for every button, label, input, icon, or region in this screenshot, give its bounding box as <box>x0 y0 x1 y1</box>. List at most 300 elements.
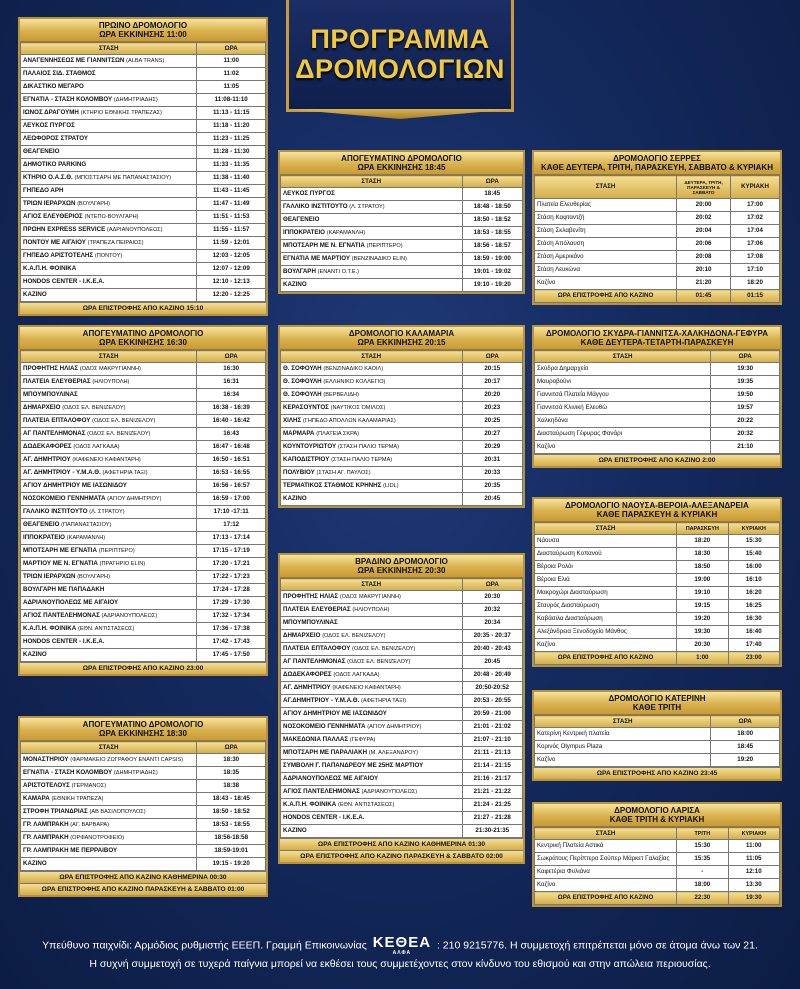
table-row <box>281 188 523 201</box>
stop-name <box>21 172 197 185</box>
stop-name <box>21 454 197 467</box>
stop-time: 17:12 <box>197 519 266 532</box>
stop-detail: (ΚΑΡΑΜΑΝΛΗ) <box>326 230 366 236</box>
table-row <box>281 630 523 643</box>
return-time: ΩΡΑ ΕΠΙΣΤΡΟΦΗΣ ΑΠΟ ΚΑΖΙΝΟ 2:00 <box>534 454 780 466</box>
stop-name <box>281 441 463 454</box>
table-row <box>535 866 780 879</box>
table-row <box>535 415 780 428</box>
stop-name <box>21 467 197 480</box>
col-header-stop: ΣΤΑΣΗ <box>281 579 463 591</box>
schedule-serres <box>532 150 782 305</box>
stop-time: 15:30 <box>677 840 728 853</box>
schedule-katerini <box>532 690 782 781</box>
stop-detail: (ΒΕΝΖΙΝΑΔΙΚΟ ΚΑΟΙΛ) <box>323 366 384 372</box>
stop-time: 21:01 - 21:02 <box>462 721 523 734</box>
stop-name <box>281 266 463 279</box>
stop-detail: (ΠΕΡΙΠΤΕΡΟ) <box>366 243 403 249</box>
stop-detail: (LIDL) <box>383 483 399 489</box>
stop-name <box>21 780 197 793</box>
return-time-weekdays: ΩΡΑ ΕΠΙΣΤΡΟΦΗΣ ΑΠΟ ΚΑΖΙΝΟ ΚΑΘΗΜΕΡΙΝΑ 01:30 <box>280 838 523 850</box>
title-line-1: ΠΡΟΓΡΑΜΜΑ <box>310 24 490 54</box>
stop-name-text: ΓΡ. ΛΑΜΠΡΑΚΗ <box>23 834 69 841</box>
table-row <box>281 786 523 799</box>
stop-time: 20:30 <box>677 639 728 652</box>
stop-name <box>281 428 463 441</box>
stop-time-alt: 11:00 <box>728 840 779 853</box>
table-row <box>281 480 523 493</box>
table-row <box>21 649 266 662</box>
stop-name-text: ΑΓΙΟΥ ΔΗΜΗΤΡΙΟΥ ΜΕ ΙΑΣΩΝΙΔΟΥ <box>283 710 387 717</box>
stop-detail: (ΟΔΟΣ ΕΛ. ΒΕΝΙΖΕΛΟΥ) <box>347 659 411 665</box>
stop-time: 20:50-20:52 <box>462 682 523 695</box>
schedule-table <box>280 578 523 838</box>
table-row <box>535 363 780 376</box>
table-row <box>535 879 780 892</box>
stop-time: 18:59 - 19:00 <box>462 253 523 266</box>
stop-time: 17:22 - 17:23 <box>197 571 266 584</box>
return-time-friday: 1:00 <box>677 652 728 665</box>
stop-detail: (ΕΛΛΗΝΙΚΟ ΚΟΛΛΕΓΙΟ) <box>323 379 386 385</box>
stop-name-text: ΚΤΗΡΙΟ Ο.Α.Σ.Θ. <box>23 174 73 181</box>
stop-name-text: ΑΓ ΠΑΝΤΕΛΗΜΟΝΑΣ <box>23 430 86 437</box>
stop-name <box>281 227 463 240</box>
stop-name: Νάουσα <box>535 535 677 548</box>
stop-time: 20:30 <box>462 591 523 604</box>
stop-name-text: ΙΩΝΟΣ ΔΡΑΓΟΥΜΗ <box>23 109 79 116</box>
stop-time: 18:30 <box>197 754 266 767</box>
panel-header <box>20 718 266 741</box>
table-row <box>21 107 266 120</box>
stop-name <box>21 81 197 94</box>
stop-name-text: ΑΓΙΟΥ ΔΗΜΗΤΡΙΟΥ ΜΕ ΙΑΣΩΝΙΔΟΥ <box>23 482 127 489</box>
table-row <box>21 172 266 185</box>
legal-line-1 <box>0 935 800 956</box>
stop-name <box>21 146 197 159</box>
table-row <box>21 571 266 584</box>
col-header-sunday: ΚΥΡΙΑΚΗ <box>728 828 779 840</box>
stop-name-text: ΚΑΜΑΡΑ <box>23 795 50 802</box>
stop-time: 16:59 - 17:00 <box>197 493 266 506</box>
table-row <box>281 240 523 253</box>
panel-subtitle: ΩΡΑ ΕΚΚΙΝΗΣΗΣ 20:15 <box>357 338 446 347</box>
schedule-afternoon-1830 <box>18 716 268 897</box>
stop-time: 20:34 <box>462 617 523 630</box>
table-row <box>281 721 523 734</box>
stop-name <box>21 94 197 107</box>
panel-title: ΑΠΟΓΕΥΜΑΤΙΝΟ ΔΡΟΜΟΛΟΓΙΟ <box>82 329 204 338</box>
stop-time: 19:01 - 19:02 <box>462 266 523 279</box>
stop-time: 17:36 - 17:38 <box>197 623 266 636</box>
stop-name <box>21 493 197 506</box>
stop-detail: (ΓΕΡΜΑΝΟΣ) <box>71 783 107 789</box>
stop-detail: (ΒΟΥΛΓΑΡΗ) <box>77 574 110 580</box>
stop-time: 11:47 - 11:49 <box>197 198 266 211</box>
stop-name <box>21 545 197 558</box>
table-row <box>21 146 266 159</box>
table-row <box>281 376 523 389</box>
stop-time: 20:31 <box>462 454 523 467</box>
stop-time: 21:27 - 21:28 <box>462 812 523 825</box>
stop-name-text: ΜΑΡΤΙΟΥ ΜΕ Ν. ΕΓΝΑΤΙΑ <box>23 560 98 567</box>
stop-detail: (ΑΓΙΟΥ ΔΗΜΗΤΡΙΟΥ) <box>107 496 162 502</box>
table-row <box>21 519 266 532</box>
stop-name-text: ΑΔΡΙΑΝΟΥΠΟΛΕΩΣ ΜΕ ΑΙΓΑΙΟΥ <box>23 599 119 606</box>
legal-line-2: Η συχνή συμμετοχή σε τυχερά παίγνια μπορεί να εκθέσει τους συμμετέχοντες στον κίνδυνο του εθισμού και στην απώλεια περιουσίας. <box>89 958 711 970</box>
stop-time-alt: 17:10 <box>730 264 779 277</box>
stop-detail: (ΓΕΦΥΡΑ) <box>349 737 376 743</box>
table-row <box>535 264 780 277</box>
stop-name-text: ΔΗΜΑΡΧΕΙΟ <box>23 404 61 411</box>
stop-name-text: ΣΥΜΒΟΛΗ Γ. ΠΑΠΑΝΔΡΕΟΥ ΜΕ 25ΗΣ ΜΑΡΤΙΟΥ <box>283 762 424 769</box>
table-row <box>535 626 780 639</box>
table-row <box>281 201 523 214</box>
stop-time: 18:45 <box>711 741 780 754</box>
panel-subtitle: ΩΡΑ ΕΚΚΙΝΗΣΗΣ 16:30 <box>99 338 187 347</box>
panel-subtitle: ΚΑΘΕ ΤΡΙΤΗ <box>632 703 682 712</box>
stop-name <box>21 107 197 120</box>
table-row <box>535 548 780 561</box>
table-row <box>281 669 523 682</box>
stop-name-text: ΠΟΝΤΟΥ ΜΕ ΑΙΓΑΙΟΥ <box>23 239 86 246</box>
stop-name-text: ΕΓΝΑΤΙΑ ΜΕ ΜΑΡΤΙΟΥ <box>283 255 350 262</box>
table-row <box>281 467 523 480</box>
table-row <box>535 741 780 754</box>
stop-time: 11:51 - 11:53 <box>197 211 266 224</box>
stop-detail: (ΗΛΙΟΥΠΟΛΗ) <box>92 379 130 385</box>
panel-subtitle: ΩΡΑ ΕΚΚΙΝΗΣΗΣ 20:30 <box>357 566 446 575</box>
stop-time: 17:45 - 17:50 <box>197 649 266 662</box>
stop-name-text: Κ.Α.Π.Η. ΦΟΙΝΙΚΑ <box>283 801 337 808</box>
stop-time: 11:55 - 11:57 <box>197 224 266 237</box>
stop-name <box>21 519 197 532</box>
stop-detail: (ΒΟΥΛΓΑΡΗ) <box>77 201 110 207</box>
stop-time-alt: 16:20 <box>728 587 779 600</box>
stop-time: 21:24 - 21:25 <box>462 799 523 812</box>
stop-name-text: ΜΠΟΤΣΑΡΗ ΜΕ ΕΓΝΑΤΙΑ <box>23 547 97 554</box>
stop-time: 20:45 <box>462 493 523 506</box>
table-row <box>21 597 266 610</box>
table-row <box>21 376 266 389</box>
schedule-afternoon-1630 <box>18 325 268 676</box>
kethea-logo-text: ΚΕΘΕΑ <box>372 934 432 951</box>
stop-time: 18:59-19:01 <box>197 845 266 858</box>
stop-time: 20:45 <box>462 656 523 669</box>
stop-name: Σκύδρα Δημαρχείο <box>535 363 711 376</box>
stop-time: 20:32 <box>711 428 780 441</box>
stop-name <box>21 480 197 493</box>
stop-name-text: ΠΡΟΦΗΤΗΣ ΗΛΙΑΣ <box>23 365 79 372</box>
return-label: ΩΡΑ ΕΠΙΣΤΡΟΦΗΣ ΑΠΟ ΚΑΖΙΝΟ <box>535 892 677 905</box>
table-row <box>281 708 523 721</box>
stop-time: 20:35 <box>462 480 523 493</box>
table-row <box>281 656 523 669</box>
panel-title: ΔΡΟΜΟΛΟΓΙΟ ΛΑΡΙΣΑ <box>614 806 700 815</box>
table-row <box>281 773 523 786</box>
stop-time: 19:15 <box>677 600 728 613</box>
stop-name: Σταυρός Διασταύρωση <box>535 600 677 613</box>
table-row <box>21 610 266 623</box>
stop-name-text: HONDOS CENTER - Ι.Κ.Ε.Α. <box>23 278 105 285</box>
stop-detail: (ΕΝΑΝΤΙ Ο.Τ.Ε.) <box>317 269 359 275</box>
stop-time: 17:20 - 17:21 <box>197 558 266 571</box>
table-row <box>21 224 266 237</box>
stop-time: 18:20 <box>677 535 728 548</box>
stop-time: 20:06 <box>677 238 731 251</box>
stop-time: 19:35 <box>711 376 780 389</box>
stop-detail: (ΟΔΟΣ ΕΛ. ΒΕΝΙΖΕΛΟΥ) <box>87 431 151 437</box>
stop-name-text: HONDOS CENTER - Ι.Κ.Ε.Α. <box>23 638 105 645</box>
stop-time: 18:56 - 18:57 <box>462 240 523 253</box>
table-row <box>21 363 266 376</box>
stop-name <box>281 643 463 656</box>
stop-time: 19:20 <box>711 754 780 767</box>
table-row <box>21 819 266 832</box>
stop-detail: (ΣΤΑΣΗ ΠΑΛΙΟ ΤΕΡΜΑ) <box>331 457 393 463</box>
stop-time: 11:18 - 11:20 <box>197 120 266 133</box>
stop-detail: (ΟΔΟΣ ΕΛ. ΒΕΝΙΖΕΛΟΥ) <box>322 633 386 639</box>
stop-detail: (Λ. ΣΤΡΑΤΟΥ) <box>349 204 385 210</box>
stop-name <box>281 630 463 643</box>
stop-time-alt: 17:02 <box>730 212 779 225</box>
stop-name-text: ΤΕΡΜΑΤΙΚΟΣ ΣΤΑΘΜΟΣ ΚΡΗΝΗΣ <box>283 482 382 489</box>
schedule-kalamaria <box>278 325 525 508</box>
panel-subtitle: ΚΑΘΕ ΔΕΥΤΕΡΑ, ΤΡΙΤΗ, ΠΑΡΑΣΚΕΥΗ, ΣΑΒΒΑΤΟ & ΚΥΡΙΑΚΗ <box>541 163 773 172</box>
table-row <box>21 120 266 133</box>
stop-name-text: ΑΡΙΣΤΟΤΕΛΟΥΣ <box>23 782 70 789</box>
col-header-stop: ΣΤΑΣΗ <box>535 176 677 199</box>
col-header-stop: ΣΤΑΣΗ <box>535 828 677 840</box>
stop-detail: (ΑΦΕΤΗΡΙΑ ΤΑΞΙ) <box>361 698 407 704</box>
table-row <box>21 454 266 467</box>
table-row <box>281 617 523 630</box>
col-header-time: ΩΡΑ <box>462 579 523 591</box>
table-row <box>535 251 780 264</box>
table-row <box>535 840 780 853</box>
panel-header <box>534 499 780 522</box>
stop-name <box>281 402 463 415</box>
stop-time: 20:04 <box>677 225 731 238</box>
schedule-morning <box>18 17 268 316</box>
stop-detail: (ΟΔΟΣ ΛΑΓΚΑΔΑ) <box>73 444 120 450</box>
col-header-time: ΩΡΑ <box>197 742 266 754</box>
stop-name: Κατερίνη Κεντρική πλατεία <box>535 728 711 741</box>
table-row <box>281 734 523 747</box>
table-row <box>535 199 780 212</box>
stop-name: Καζίνο <box>535 441 711 454</box>
stop-name-text: ΜΠΟΤΣΑΡΗ ΜΕ Ν. ΕΓΝΑΤΙΑ <box>283 242 365 249</box>
stop-name-text: ΓΗΠΕΔΟ ΑΡΗ <box>23 187 64 194</box>
stop-detail: (ΓΗΠΕΔΟ ΑΠΟΛΛΩΝ ΚΑΛΑΜΑΡΙΑΣ) <box>302 418 396 424</box>
stop-name-text: Θ. ΣΟΦΟΥΛΗ <box>283 391 322 398</box>
stop-detail: (ΟΔΟΣ ΕΛ. ΒΕΝΙΖΕΛΟΥ) <box>92 418 156 424</box>
stop-name-text: ΚΑΖΙΝΟ <box>23 291 47 298</box>
stop-name <box>21 55 197 68</box>
table-row <box>281 591 523 604</box>
stop-time: 11:33 - 11:35 <box>197 159 266 172</box>
stop-detail: (ΑΔΡΙΑΝΟΥΠΟΛΕΩΣ) <box>101 613 158 619</box>
stop-name <box>21 289 197 302</box>
stop-time: 11:23 - 11:25 <box>197 133 266 146</box>
table-row <box>21 415 266 428</box>
stop-name-text: ΚΑΖΙΝΟ <box>23 651 47 658</box>
title-banner <box>286 0 514 112</box>
table-row <box>21 858 266 871</box>
stop-name-text: ΔΙΚΑΣΤΙΚΟ ΜΕΓΑΡΟ <box>23 83 84 90</box>
stop-name <box>21 159 197 172</box>
table-row <box>281 682 523 695</box>
stop-time: 20:20 <box>462 389 523 402</box>
stop-time: 18:43 - 18:45 <box>197 793 266 806</box>
stop-name <box>21 636 197 649</box>
stop-time: 11:28 - 11:30 <box>197 146 266 159</box>
stop-detail: (ΑΒ ΒΑΣΙΛΟΠΟΥΛΟΣ) <box>89 809 146 815</box>
stop-name <box>21 276 197 289</box>
stop-name <box>21 133 197 146</box>
table-row <box>21 211 266 224</box>
stop-name: Καζίνο <box>535 639 677 652</box>
stop-name <box>21 224 197 237</box>
stop-name-text: ΑΔΡΙΑΝΟΥΠΟΛΕΩΣ ΜΕ ΑΙΓΑΙΟΥ <box>283 775 379 782</box>
stop-name <box>281 682 463 695</box>
stop-name <box>281 825 463 838</box>
stop-name <box>281 708 463 721</box>
stop-name <box>281 201 463 214</box>
stop-detail: (ΔΗΜΗΤΡΙΑΔΗΣ) <box>113 97 158 103</box>
stop-time: 12:10 - 12:13 <box>197 276 266 289</box>
stop-name-text: ΜΠΟΥΜΠΟΥΛΙΝΑΣ <box>283 619 338 626</box>
stop-time: 21:16 - 21:17 <box>462 773 523 786</box>
table-row <box>535 225 780 238</box>
table-row <box>21 506 266 519</box>
table-row <box>281 454 523 467</box>
table-row <box>21 767 266 780</box>
stop-name-text: ΔΗΜΟΤΙΚΟ PARKING <box>23 161 87 168</box>
stop-name: Πλατεία Ελευθερίας <box>535 199 677 212</box>
stop-detail: (ΟΔΟΣ ΕΛ. ΒΕΝΙΖΕΛΟΥ) <box>352 646 416 652</box>
stop-name-text: Θ. ΣΟΦΟΥΛΗ <box>283 378 322 385</box>
stop-time-alt: 17:08 <box>730 251 779 264</box>
stop-name <box>21 250 197 263</box>
stop-name <box>281 279 463 292</box>
table-row <box>281 812 523 825</box>
stop-time: 16:34 <box>197 389 266 402</box>
stop-name <box>21 806 197 819</box>
stop-name-text: ΜΠΟΥΜΠΟΥΛΙΝΑΣ <box>23 391 78 398</box>
stop-name <box>21 120 197 133</box>
stop-time: 17:32 - 17:34 <box>197 610 266 623</box>
stop-detail: (Μ. ΑΛΕΞΑΝΔΡΟΥ) <box>368 750 418 756</box>
table-row <box>281 799 523 812</box>
stop-time: 20:10 <box>677 264 731 277</box>
table-row <box>21 81 266 94</box>
panel-title: ΠΡΩΙΝΟ ΔΡΟΜΟΛΟΓΙΟ <box>98 21 188 30</box>
stop-detail: (ΚΑΦΕΝΕΙΟ ΚΑΦΑΝΤΑΡΗ) <box>72 457 141 463</box>
table-row <box>21 636 266 649</box>
stop-name: Καζίνο <box>535 277 677 290</box>
stop-name-text: ΑΓ. ΔΗΜΗΤΡΙΟΥ <box>283 684 331 691</box>
table-row <box>281 214 523 227</box>
schedule-table <box>534 175 780 303</box>
stop-name <box>21 767 197 780</box>
schedule-table <box>534 715 780 767</box>
stop-detail: (ΟΔΟΣ ΜΑΚΡΥΓΙΑΝΝΗ) <box>79 366 141 372</box>
stop-time: 12:20 - 12:25 <box>197 289 266 302</box>
table-row <box>21 402 266 415</box>
stop-name: Στάση Απόλαυση <box>535 238 677 251</box>
panel-title: ΔΡΟΜΟΛΟΓΙΟ ΝΑΟΥΣΑ-ΒΕΡΟΙΑ-ΑΛΕΞΑΝΔΡΕΙΑ <box>565 501 749 510</box>
table-row <box>535 277 780 290</box>
stop-detail: (ΑΦΕΤΗΡΙΑ ΤΑΞΙ) <box>102 470 148 476</box>
stop-detail: (ΠΡΑΤΗΡΙΟ ELIN) <box>99 561 146 567</box>
stop-time: 18:30 <box>677 548 728 561</box>
panel-subtitle: ΚΑΘΕ ΠΑΡΑΣΚΕΥΗ & ΚΥΡΙΑΚΗ <box>596 510 718 519</box>
stop-name <box>281 656 463 669</box>
stop-name: Καζίνο <box>535 879 677 892</box>
stop-name <box>281 760 463 773</box>
col-header-days: ΔΕΥΤΕΡΑ, ΤΡΙΤΗ, ΠΑΡΑΣΚΕΥΗ & ΣΑΒΒΑΤΟ <box>677 176 731 199</box>
stop-detail: (ΠΟΝΤΟΥ) <box>94 253 123 259</box>
stop-name-text: ΚΟΥΝΤΟΥΡΙΩΤΟΥ <box>283 443 337 450</box>
stop-name <box>281 467 463 480</box>
stop-name <box>21 198 197 211</box>
table-row <box>281 643 523 656</box>
table-row <box>21 68 266 81</box>
stop-name-text: ΒΟΥΛΓΑΡΗ ΜΕ ΠΑΠΑΔΑΚΗ <box>23 586 105 593</box>
stop-time: 18:56-18:58 <box>197 832 266 845</box>
schedule-table <box>534 350 780 454</box>
stop-name <box>281 454 463 467</box>
stop-time: 18:00 <box>711 728 780 741</box>
panel-header <box>280 555 523 578</box>
stop-time: 18:45 <box>462 188 523 201</box>
stop-name <box>21 389 197 402</box>
stop-time: 20:02 <box>677 212 731 225</box>
table-row <box>535 402 780 415</box>
table-row <box>21 806 266 819</box>
schedule-table <box>534 827 780 905</box>
stop-time-alt: 12:10 <box>728 866 779 879</box>
stop-detail: (ΠΕΡΙΠΤΕΡΟ) <box>98 548 135 554</box>
table-row <box>281 415 523 428</box>
stop-time: 19:30 <box>711 363 780 376</box>
stop-name-text: ΚΕΡΑΣΟΥΝΤΟΣ <box>283 404 329 411</box>
stop-name <box>281 253 463 266</box>
stop-name: Κεντρική Πλατεία Αστικά <box>535 840 677 853</box>
stop-name <box>281 240 463 253</box>
stop-name <box>21 185 197 198</box>
stop-time-alt: 11:05 <box>728 853 779 866</box>
table-row <box>21 467 266 480</box>
stop-name <box>281 617 463 630</box>
stop-time: 19:10 - 19:20 <box>462 279 523 292</box>
stop-time: 16:40 - 16:42 <box>197 415 266 428</box>
stop-time-alt: 16:10 <box>728 574 779 587</box>
stop-name <box>21 832 197 845</box>
stop-name <box>281 721 463 734</box>
stop-name <box>281 786 463 799</box>
stop-name-text: ΜΟΝΑΣΤΗΡΙΟΥ <box>23 756 69 763</box>
stop-detail: (Λ. ΣΤΡΑΤΟΥ) <box>89 509 125 515</box>
stop-name-text: ΔΩΔΕΚΑΦΟΡΕΣ <box>23 443 72 450</box>
stop-name-text: ΓΑΛΛΙΚΟ ΙΝΣΤΙΤΟΥΤΟ <box>283 203 348 210</box>
stop-name: Καφετέρια Φυλιάνα <box>535 866 677 879</box>
table-row <box>281 825 523 838</box>
stop-name <box>281 669 463 682</box>
stop-time: 11:05 <box>197 81 266 94</box>
stop-name-text: ΒΟΥΛΓΑΡΗ <box>283 268 316 275</box>
stop-name-text: ΚΑΖΙΝΟ <box>283 827 307 834</box>
